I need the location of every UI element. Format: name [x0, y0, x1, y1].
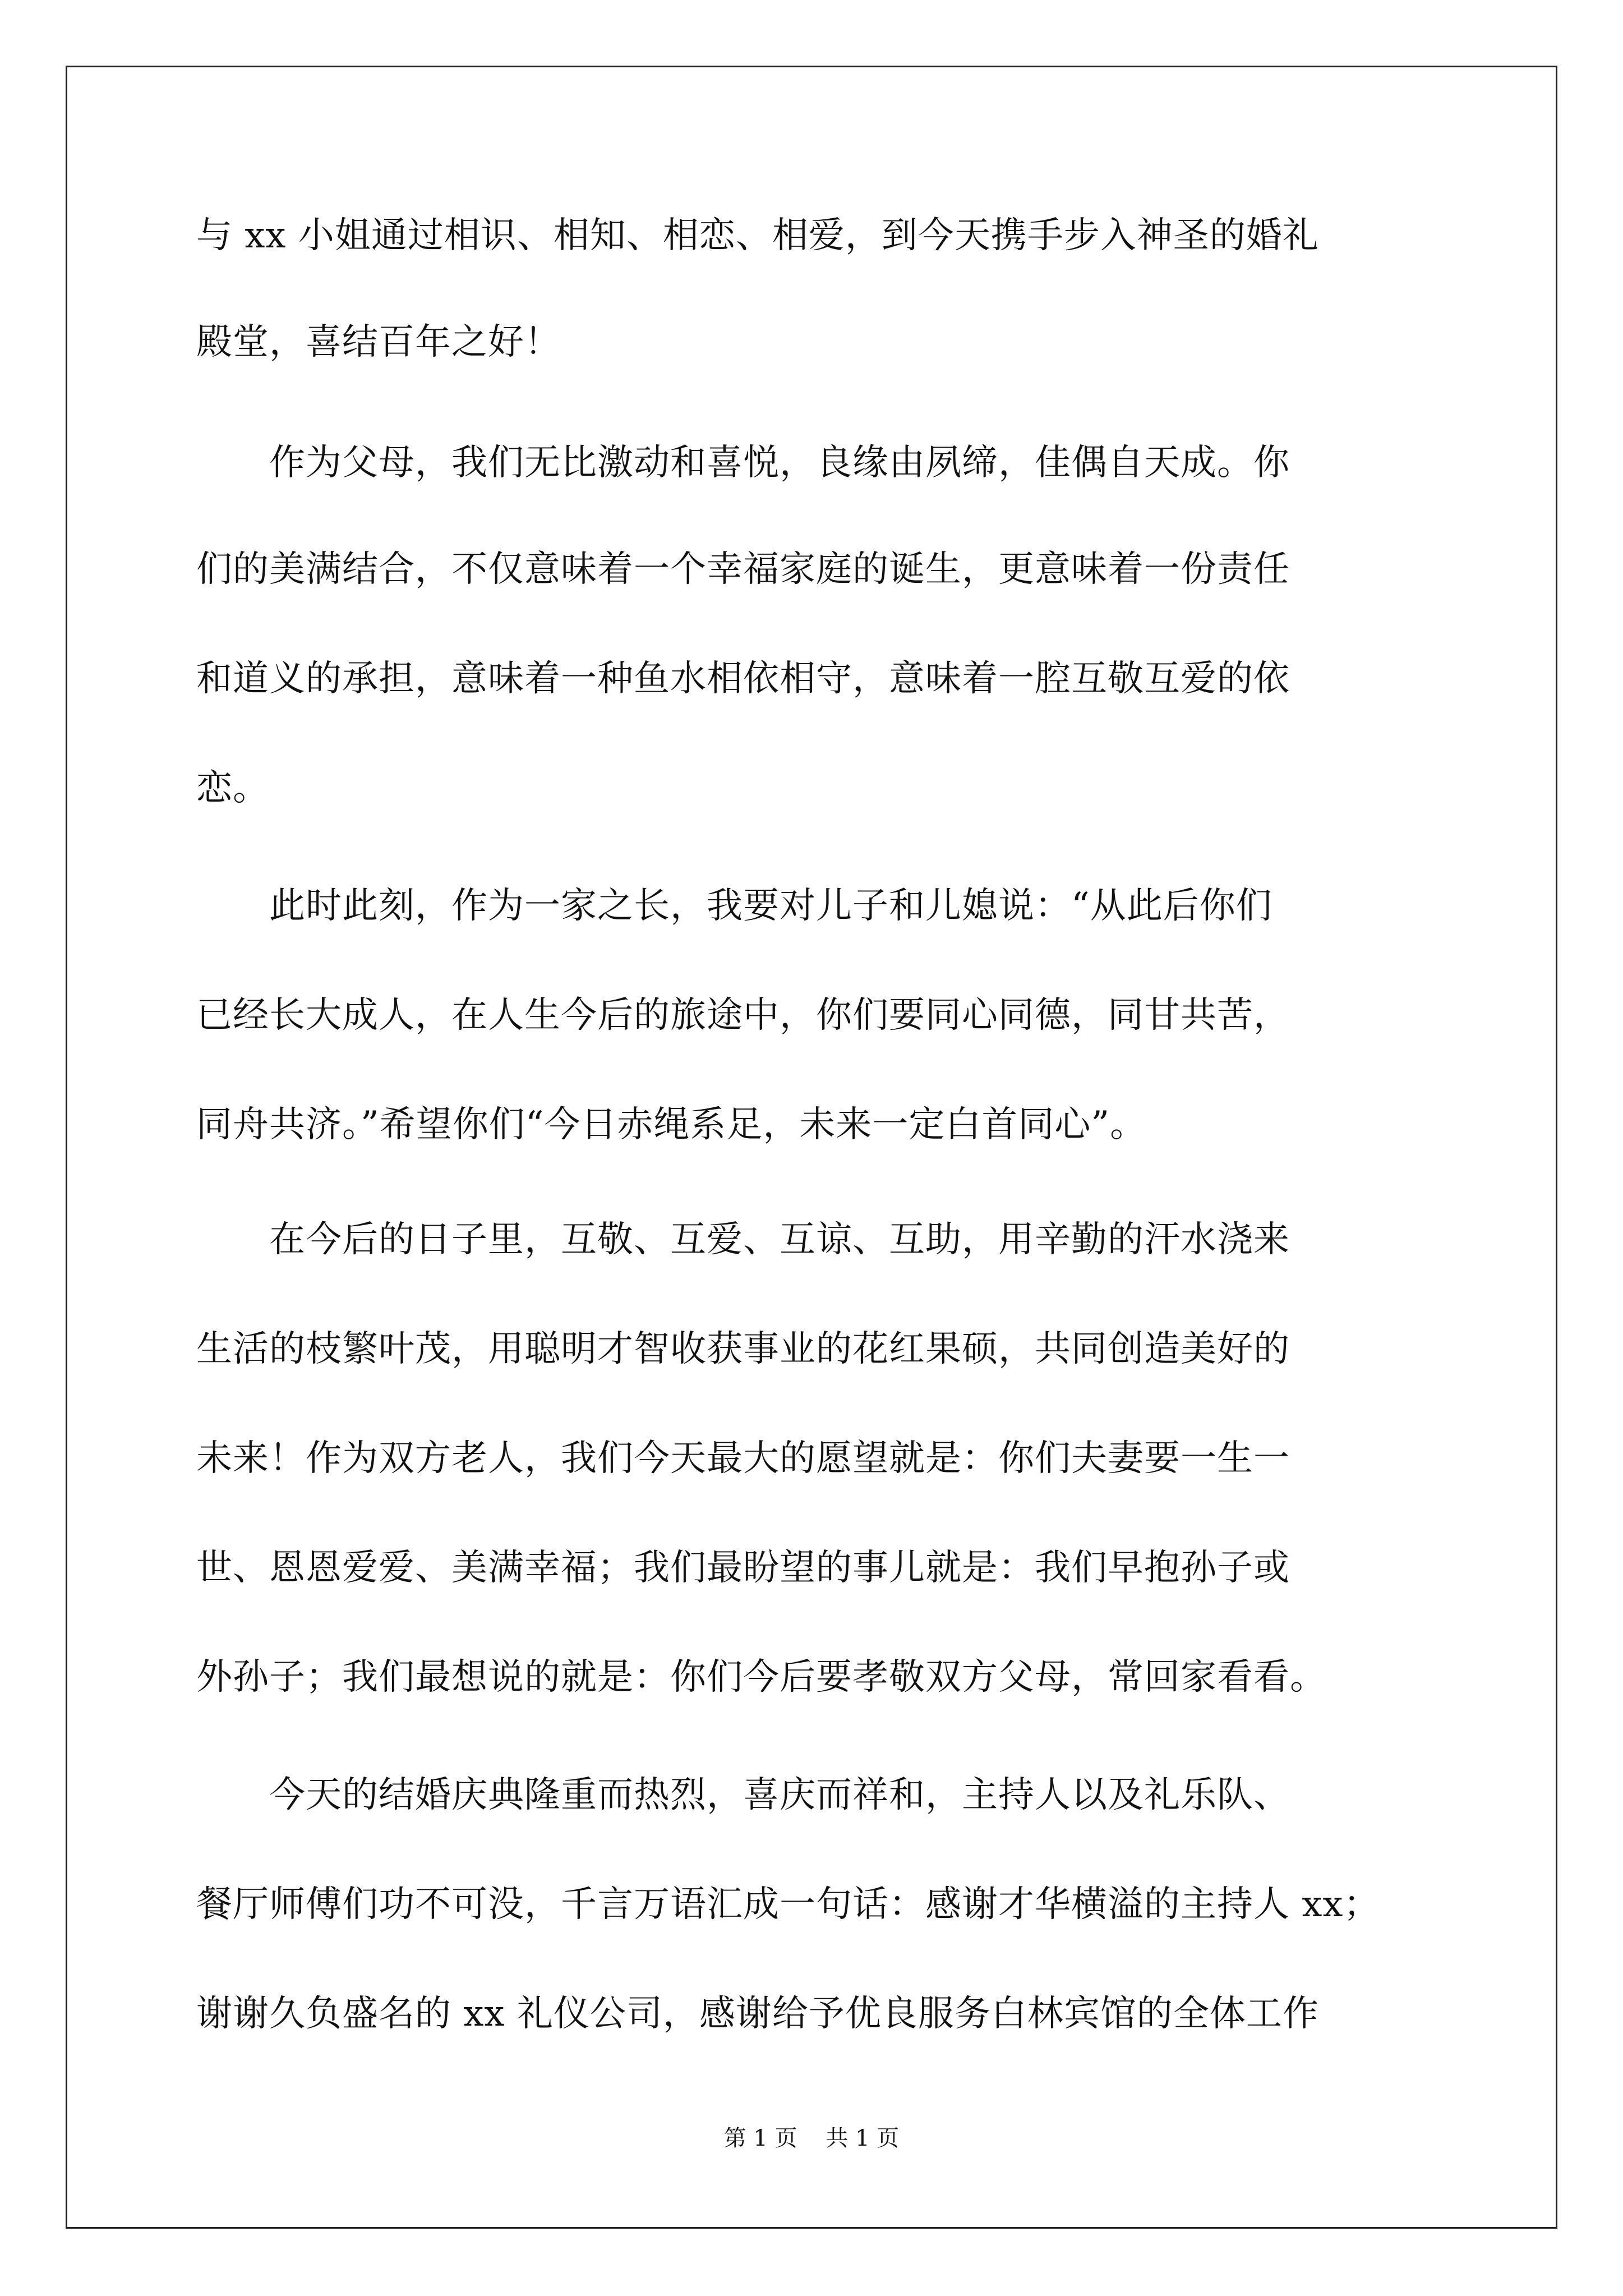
text-line: 殿堂，喜结百年之好！ — [196, 321, 561, 363]
text-line: 同舟共济。”希望你们“今日赤绳系足，未来一定白首同心”。 — [196, 1104, 1147, 1145]
page-number-footer: 第 1 页 共 1 页 — [723, 2125, 900, 2151]
text-line: 和道义的承担，意味着一种鱼水相依相守，意味着一腔互敬互爱的依 — [196, 658, 1290, 700]
paragraph-first-line: 作为父母，我们无比激动和喜悦，良缘由夙缔，佳偶自天成。你 — [269, 442, 1290, 484]
text-line: 生活的枝繁叶茂，用聪明才智收获事业的花红果硕，共同创造美好的 — [196, 1328, 1290, 1370]
text-line: 世、恩恩爱爱、美满幸福；我们最盼望的事儿就是：我们早抱孙子或 — [196, 1547, 1290, 1589]
text-line: 餐厅师傅们功不可没，千言万语汇成一句话：感谢才华横溢的主持人 xx； — [196, 1884, 1380, 1925]
text-line: 与 xx 小姐通过相识、相知、相恋、相爱，到今天携手步入神圣的婚礼 — [196, 215, 1319, 256]
paragraph-first-line: 今天的结婚庆典隆重而热烈，喜庆而祥和，主持人以及礼乐队、 — [269, 1774, 1290, 1816]
text-line: 谢谢久负盛名的 xx 礼仪公司，感谢给予优良服务白林宾馆的全体工作 — [196, 1993, 1319, 2035]
text-line: 已经长大成人，在人生今后的旅途中，你们要同心同德，同甘共苦， — [196, 995, 1290, 1036]
text-line: 外孙子；我们最想说的就是：你们今后要孝敬双方父母，常回家看看。 — [196, 1657, 1326, 1698]
text-line: 们的美满结合，不仅意味着一个幸福家庭的诞生，更意味着一份责任 — [196, 549, 1290, 590]
paragraph-first-line: 在今后的日子里，互敬、互爱、互谅、互助，用辛勤的汗水浇来 — [269, 1219, 1290, 1260]
text-line: 恋。 — [196, 767, 269, 809]
text-line: 未来！作为双方老人，我们今天最大的愿望就是：你们夫妻要一生一 — [196, 1438, 1290, 1479]
paragraph-first-line: 此时此刻，作为一家之长，我要对儿子和儿媳说：“从此后你们 — [269, 885, 1272, 927]
